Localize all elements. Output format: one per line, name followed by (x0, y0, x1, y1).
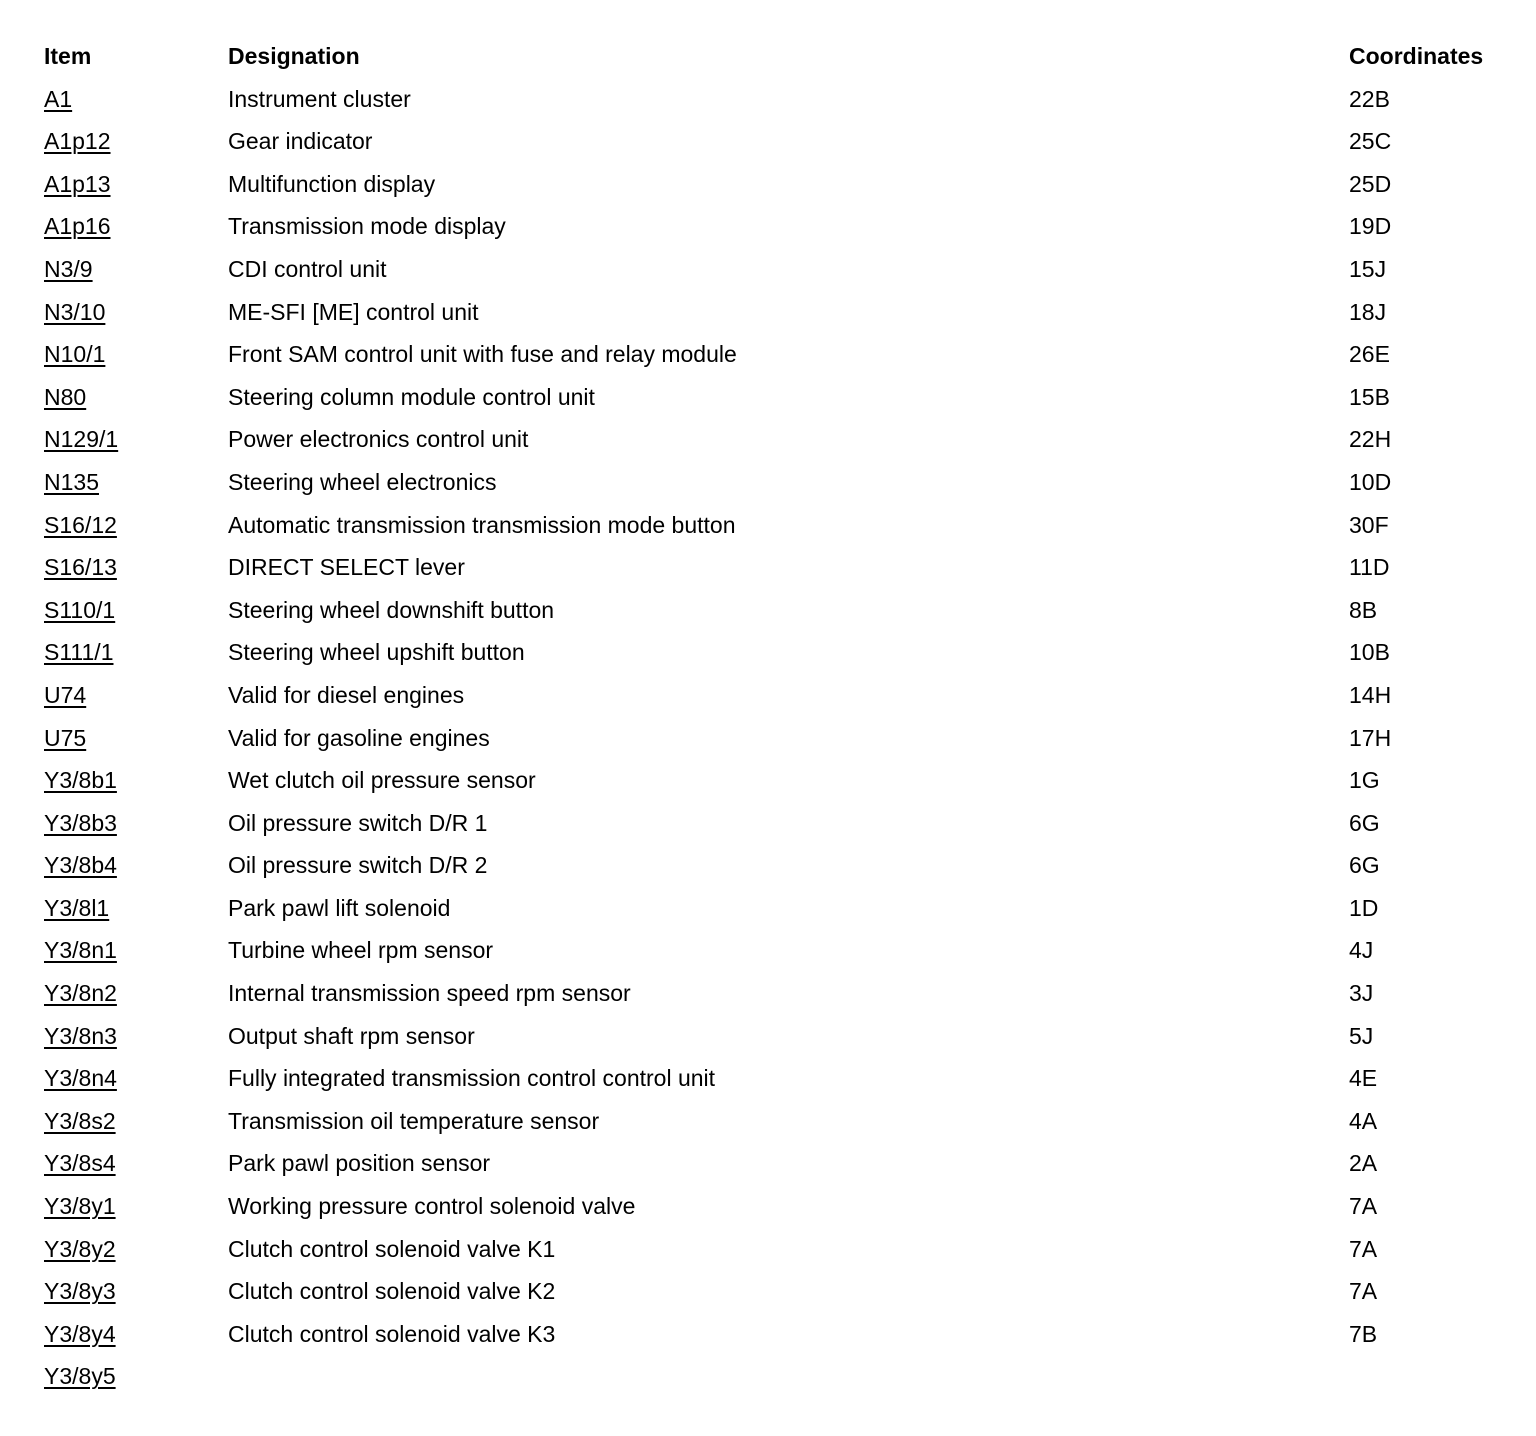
item-link[interactable]: Y3/8y2 (44, 1235, 116, 1262)
coordinates-cell: 15J (1349, 255, 1387, 282)
item-link[interactable]: Y3/8s4 (44, 1150, 116, 1177)
coordinates-cell: 8B (1349, 596, 1378, 623)
item-link[interactable]: Y3/8b4 (44, 852, 117, 879)
table-row (44, 1228, 1524, 1271)
designation-cell: Clutch control solenoid valve K2 (228, 1278, 556, 1305)
table-row (44, 1100, 1524, 1143)
coordinates-cell: 22H (1349, 426, 1392, 453)
table-row (44, 929, 1524, 972)
designation-cell: Transmission mode display (228, 213, 506, 240)
coordinates-cell: 25D (1349, 170, 1392, 197)
designation-cell: Front SAM control unit with fuse and relay module (228, 341, 737, 368)
item-link[interactable]: A1p12 (44, 128, 111, 155)
table-row (44, 887, 1524, 930)
designation-cell: Internal transmission speed rpm sensor (228, 980, 631, 1007)
designation-cell: Valid for gasoline engines (228, 724, 490, 751)
item-link[interactable]: N10/1 (44, 341, 106, 368)
table-row (44, 504, 1524, 547)
coordinates-cell: 26E (1349, 341, 1390, 368)
coordinates-cell: 18J (1349, 298, 1387, 325)
coordinates-cell: 2A (1349, 1150, 1378, 1177)
designation-cell: Steering wheel downshift button (228, 596, 555, 623)
coordinates-cell: 22B (1349, 85, 1390, 112)
table-row (44, 1270, 1524, 1313)
designation-cell: Wet clutch oil pressure sensor (228, 767, 536, 794)
header-item: Item (44, 43, 92, 69)
item-link[interactable]: A1p13 (44, 170, 111, 197)
coordinates-cell: 7A (1349, 1235, 1378, 1262)
designation-cell: Park pawl lift solenoid (228, 894, 451, 921)
coordinates-cell: 15B (1349, 383, 1390, 410)
item-link[interactable]: N129/1 (44, 426, 119, 453)
coordinates-cell: 1G (1349, 767, 1380, 794)
table-row (44, 589, 1524, 632)
item-link[interactable]: N80 (44, 383, 87, 410)
designation-cell: Multifunction display (228, 170, 436, 197)
item-link[interactable]: Y3/8s2 (44, 1107, 116, 1134)
table-row (44, 163, 1524, 206)
coordinates-cell: 10D (1349, 468, 1392, 495)
table-row (44, 972, 1524, 1015)
item-link[interactable]: A1 (44, 85, 73, 112)
table-row (44, 418, 1524, 461)
table-row (44, 1355, 1524, 1398)
item-link[interactable]: Y3/8b1 (44, 767, 117, 794)
designation-cell: Park pawl position sensor (228, 1150, 491, 1177)
table-row (44, 205, 1524, 248)
designation-cell: Gear indicator (228, 128, 373, 155)
coordinates-cell: 1D (1349, 894, 1379, 921)
item-link[interactable]: Y3/8y1 (44, 1193, 116, 1220)
designation-cell: Oil pressure switch D/R 1 (228, 809, 488, 836)
table-row (44, 78, 1524, 121)
designation-cell: Transmission oil temperature sensor (228, 1107, 600, 1134)
table-body (44, 78, 1524, 1398)
table-row (44, 461, 1524, 504)
designation-cell: CDI control unit (228, 255, 387, 282)
coordinates-cell: 25C (1349, 128, 1392, 155)
designation-cell: Output shaft rpm sensor (228, 1022, 475, 1049)
coordinates-cell: 11D (1349, 554, 1390, 581)
item-link[interactable]: Y3/8y5 (44, 1363, 116, 1390)
designation-cell: Clutch control solenoid valve K3 (228, 1320, 556, 1347)
table-row (44, 248, 1524, 291)
coordinates-cell: 4J (1349, 937, 1374, 964)
table-row (44, 631, 1524, 674)
coordinates-cell: 4A (1349, 1107, 1378, 1134)
coordinates-cell: 6G (1349, 852, 1380, 879)
table-row (44, 674, 1524, 717)
table-row (44, 333, 1524, 376)
table-row (44, 291, 1524, 334)
header-coordinates: Coordinates (1349, 43, 1484, 69)
item-link[interactable]: N3/9 (44, 255, 93, 282)
table-row (44, 1313, 1524, 1356)
item-link[interactable]: S110/1 (44, 596, 116, 623)
item-link[interactable]: U75 (44, 724, 87, 751)
item-link[interactable]: Y3/8n1 (44, 937, 117, 964)
coordinates-cell: 6G (1349, 809, 1380, 836)
coordinates-cell: 7A (1349, 1193, 1378, 1220)
component-legend-table (44, 35, 1524, 1398)
coordinates-cell: 19D (1349, 213, 1392, 240)
item-link[interactable]: Y3/8y3 (44, 1278, 116, 1305)
header-designation: Designation (228, 43, 360, 69)
item-link[interactable]: Y3/8b3 (44, 809, 117, 836)
table-row (44, 1142, 1524, 1185)
table-row (44, 844, 1524, 887)
designation-cell: Working pressure control solenoid valve (228, 1193, 636, 1220)
item-link[interactable]: Y3/8y4 (44, 1320, 116, 1347)
table-row (44, 1057, 1524, 1100)
designation-cell: Steering wheel electronics (228, 468, 497, 495)
table-row (44, 802, 1524, 845)
table-row (44, 1015, 1524, 1058)
item-link[interactable]: S16/12 (44, 511, 117, 538)
designation-cell: ME-SFI [ME] control unit (228, 298, 479, 325)
designation-cell: Valid for diesel engines (228, 681, 465, 708)
designation-cell: Instrument cluster (228, 85, 411, 112)
designation-cell: Automatic transmission transmission mode button (228, 511, 736, 538)
coordinates-cell: 7A (1349, 1278, 1378, 1305)
item-link[interactable]: Y3/8l1 (44, 894, 110, 921)
table-row (44, 717, 1524, 760)
coordinates-cell: 3J (1349, 980, 1374, 1007)
item-link[interactable]: Y3/8n2 (44, 980, 117, 1007)
designation-cell: Power electronics control unit (228, 426, 529, 453)
coordinates-cell: 5J (1349, 1022, 1374, 1049)
item-link[interactable]: N3/10 (44, 298, 106, 325)
coordinates-cell: 14H (1349, 681, 1392, 708)
coordinates-cell: 7B (1349, 1320, 1378, 1347)
item-link[interactable]: Y3/8n4 (44, 1065, 117, 1092)
designation-cell: DIRECT SELECT lever (228, 554, 465, 581)
item-link[interactable]: S16/13 (44, 554, 117, 581)
table-row (44, 120, 1524, 163)
designation-cell: Turbine wheel rpm sensor (228, 937, 494, 964)
designation-cell: Clutch control solenoid valve K1 (228, 1235, 556, 1262)
table-row (44, 376, 1524, 419)
table-header-row (44, 35, 1524, 78)
coordinates-cell: 10B (1349, 639, 1390, 666)
table-row (44, 1185, 1524, 1228)
designation-cell: Fully integrated transmission control control unit (228, 1065, 716, 1092)
table-row (44, 759, 1524, 802)
designation-cell: Oil pressure switch D/R 2 (228, 852, 488, 879)
table-row (44, 546, 1524, 589)
designation-cell: Steering wheel upshift button (228, 639, 525, 666)
item-link[interactable]: N135 (44, 468, 99, 495)
coordinates-cell: 4E (1349, 1065, 1378, 1092)
coordinates-cell: 17H (1349, 724, 1392, 751)
item-link[interactable]: A1p16 (44, 213, 111, 240)
coordinates-cell: 30F (1349, 511, 1389, 538)
designation-cell: Steering column module control unit (228, 383, 595, 410)
item-link[interactable]: Y3/8n3 (44, 1022, 117, 1049)
item-link[interactable]: S111/1 (44, 639, 114, 666)
item-link[interactable]: U74 (44, 681, 87, 708)
